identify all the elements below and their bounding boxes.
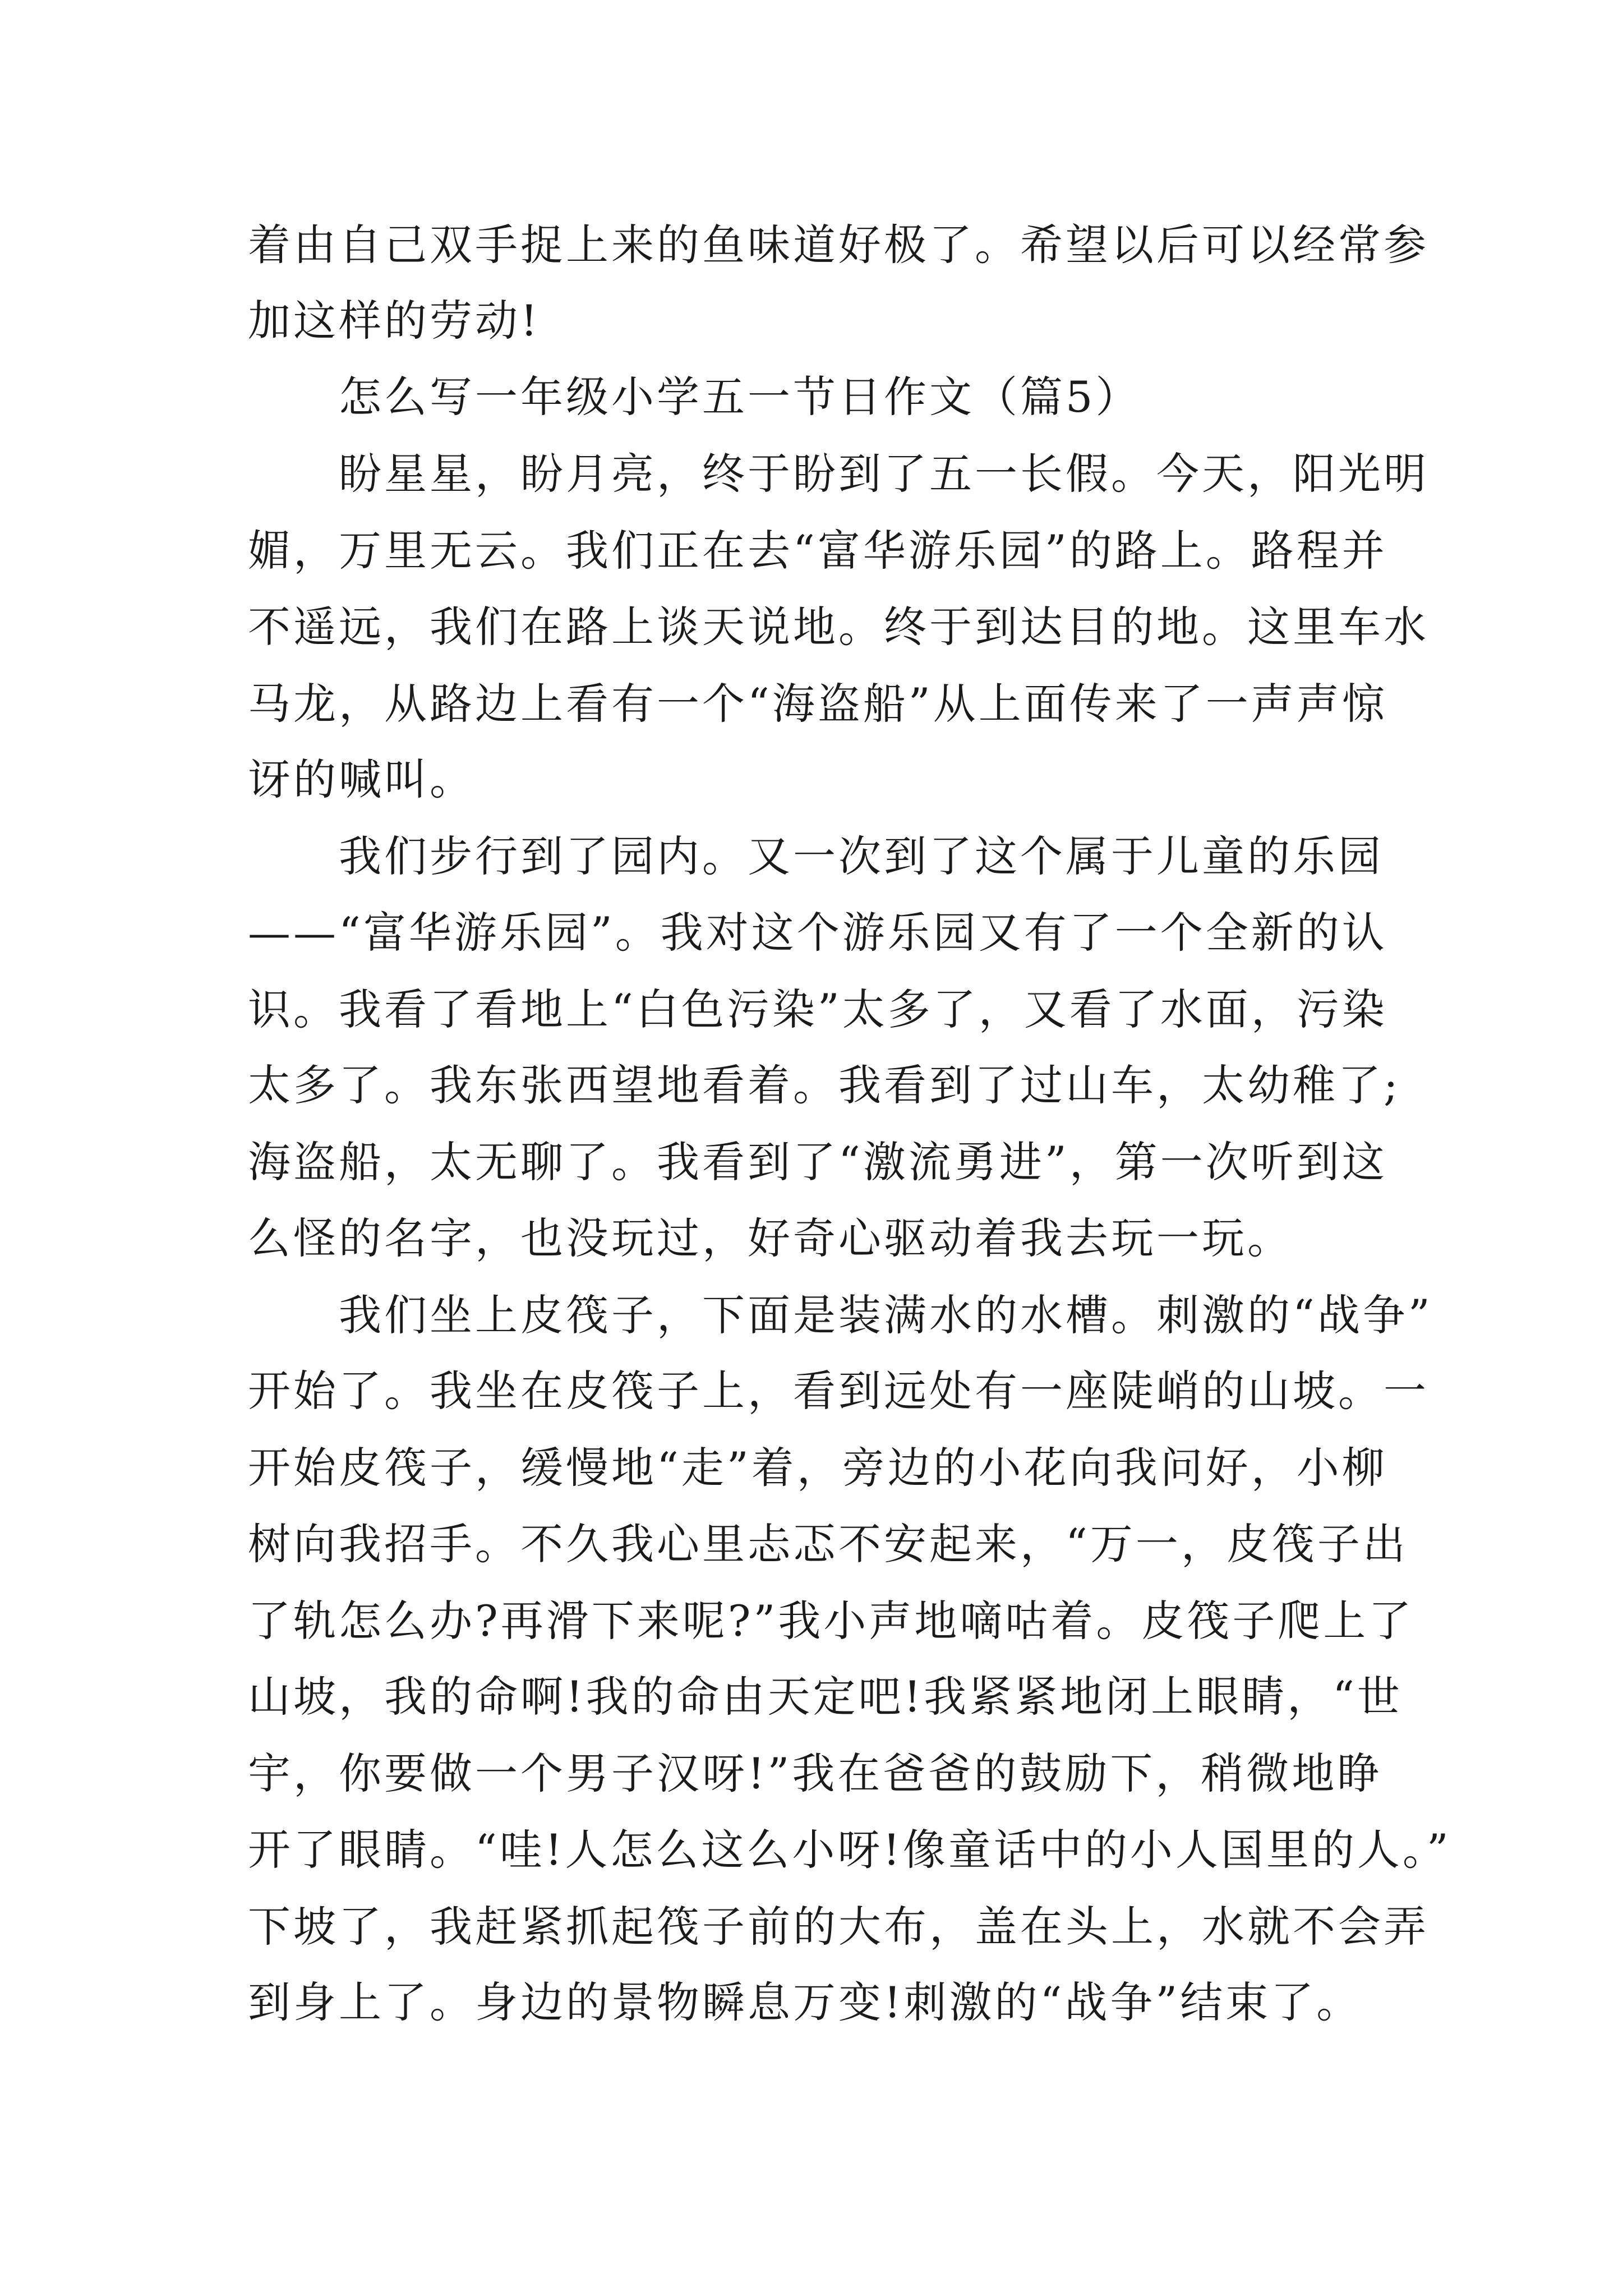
text-line: 海盗船，太无聊了。我看到了“激流勇进”，第一次听到这 [248, 1137, 1387, 1187]
text-line: 宇，你要做一个男子汉呀!”我在爸爸的鼓励下，稍微地睁 [248, 1749, 1383, 1798]
text-line: 我们坐上皮筏子，下面是装满水的水槽。刺激的“战争” [248, 1290, 1433, 1340]
text-line: 媚，万里无云。我们正在去“富华游乐园”的路上。路程并 [248, 526, 1387, 576]
text-line: 着由自己双手捉上来的鱼味道好极了。希望以后可以经常参 [248, 220, 1429, 270]
text-line: 我们步行到了园内。又一次到了这个属于儿童的乐园 [248, 831, 1384, 881]
text-line: 下坡了，我赶紧抓起筏子前的大布，盖在头上，水就不会弄 [248, 1902, 1429, 1952]
text-line: 马龙，从路边上看有一个“海盗船”从上面传来了一声声惊 [248, 679, 1387, 729]
text-line: 山坡，我的命啊!我的命由天定吧!我紧紧地闭上眼睛，“世 [248, 1672, 1403, 1722]
text-line: 盼星星，盼月亮，终于盼到了五一长假。今天，阳光明 [248, 449, 1429, 499]
text-line: 了轨怎么办?再滑下来呢?”我小声地嘀咕着。皮筏子爬上了 [248, 1596, 1414, 1646]
text-line: 讶的喊叫。 [248, 754, 475, 804]
text-line: 开始皮筏子，缓慢地“走”着，旁边的小花向我问好，小柳 [248, 1443, 1387, 1493]
text-line: 树向我招手。不久我心里忐忑不安起来，“万一，皮筏子出 [248, 1519, 1408, 1569]
text-line: 太多了。我东张西望地看着。我看到了过山车，太幼稚了; [248, 1060, 1401, 1110]
text-line: 开了眼睛。“哇!人怎么这么小呀!像童话中的小人国里的人。” [248, 1825, 1451, 1875]
section-heading: 怎么写一年级小学五一节日作文（篇5） [248, 372, 1141, 422]
text-line: 开始了。我坐在皮筏子上，看到远处有一座陡峭的山坡。一 [248, 1366, 1429, 1416]
text-line: 不遥远，我们在路上谈天说地。终于到达目的地。这里车水 [248, 602, 1429, 652]
text-line: 加这样的劳动! [248, 296, 541, 346]
text-line: 么怪的名字，也没玩过，好奇心驱动着我去玩一玩。 [248, 1213, 1293, 1263]
text-line: 到身上了。身边的景物瞬息万变!刺激的“战争”结束了。 [248, 1977, 1362, 2027]
text-line: ——“富华游乐园”。我对这个游乐园又有了一个全新的认 [248, 908, 1387, 958]
text-line: 识。我看了看地上“白色污染”太多了，又看了水面，污染 [248, 984, 1387, 1034]
